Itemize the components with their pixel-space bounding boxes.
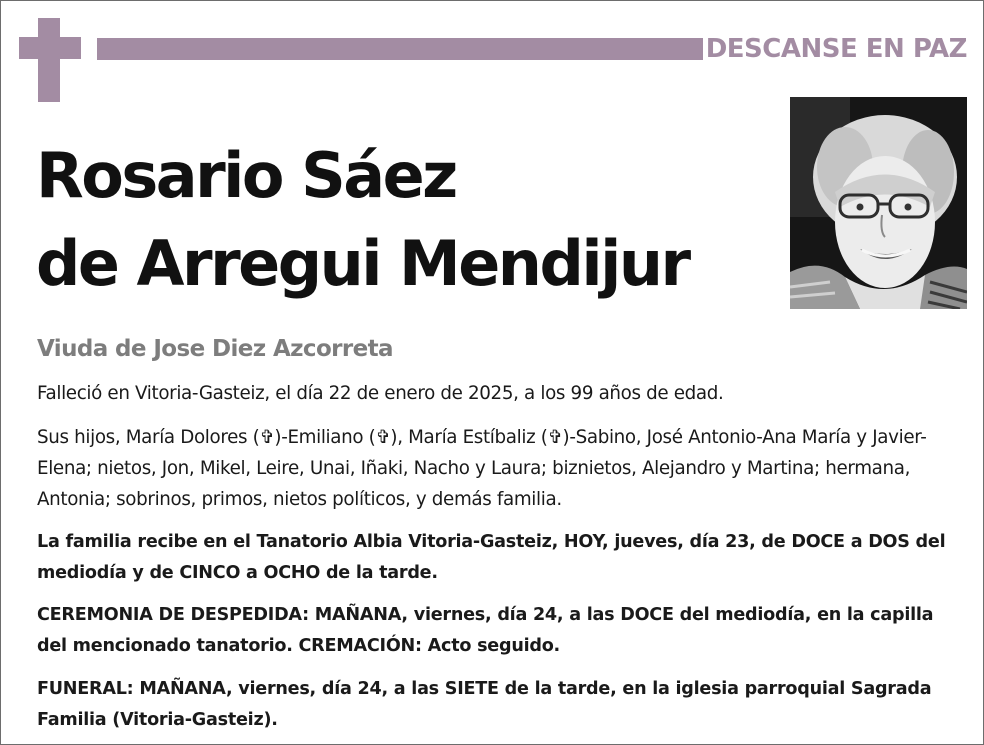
death-notice-paragraph: Falleció en Vitoria-Gasteiz, el día 22 de enero de 2025, a los 99 años de edad. bbox=[37, 383, 724, 404]
portrait-photo-icon bbox=[790, 97, 967, 309]
deceased-name-line2: de Arregui Mendijur bbox=[36, 227, 689, 300]
widow-of-subtitle: Viuda de Jose Diez Azcorreta bbox=[37, 336, 393, 362]
cross-vertical-bar bbox=[38, 18, 60, 102]
portrait-photo bbox=[790, 97, 967, 309]
deceased-name bbox=[36, 132, 689, 308]
ceremony-paragraph: CEREMONIA DE DESPEDIDA: MAÑANA, viernes, día 24, a las DOCE del mediodía, en la capilla del mencionado tanatorio. CREMACIÓN: Acto seguido. bbox=[37, 605, 934, 656]
family-paragraph: Sus hijos, María Dolores (✞)-Emiliano (✞), María Estíbaliz (✞)-Sabino, José Antonio-Ana María y Javier-Elena; nietos, Jon, Mikel, Leire, Unai, Iñaki, Nacho y Laura; biznietos, Alejandro y Martina; hermana, Antonia; sobrinos, primos, nietos políticos, y demás familia. bbox=[37, 427, 927, 510]
header-label: DESCANSE EN PAZ bbox=[705, 34, 967, 64]
visitation-paragraph: La familia recibe en el Tanatorio Albia Vitoria-Gasteiz, HOY, jueves, día 23, de DOCE a DOS del mediodía y de CINCO a OCHO de la tarde. bbox=[37, 532, 946, 583]
deceased-name-line1: Rosario Sáez bbox=[36, 139, 456, 212]
cross-horizontal-bar bbox=[19, 37, 81, 59]
header-divider-bar bbox=[97, 38, 703, 60]
funeral-paragraph: FUNERAL: MAÑANA, viernes, día 24, a las SIETE de la tarde, en la iglesia parroquial Sagrada Familia (Vitoria-Gasteiz). bbox=[37, 679, 932, 730]
